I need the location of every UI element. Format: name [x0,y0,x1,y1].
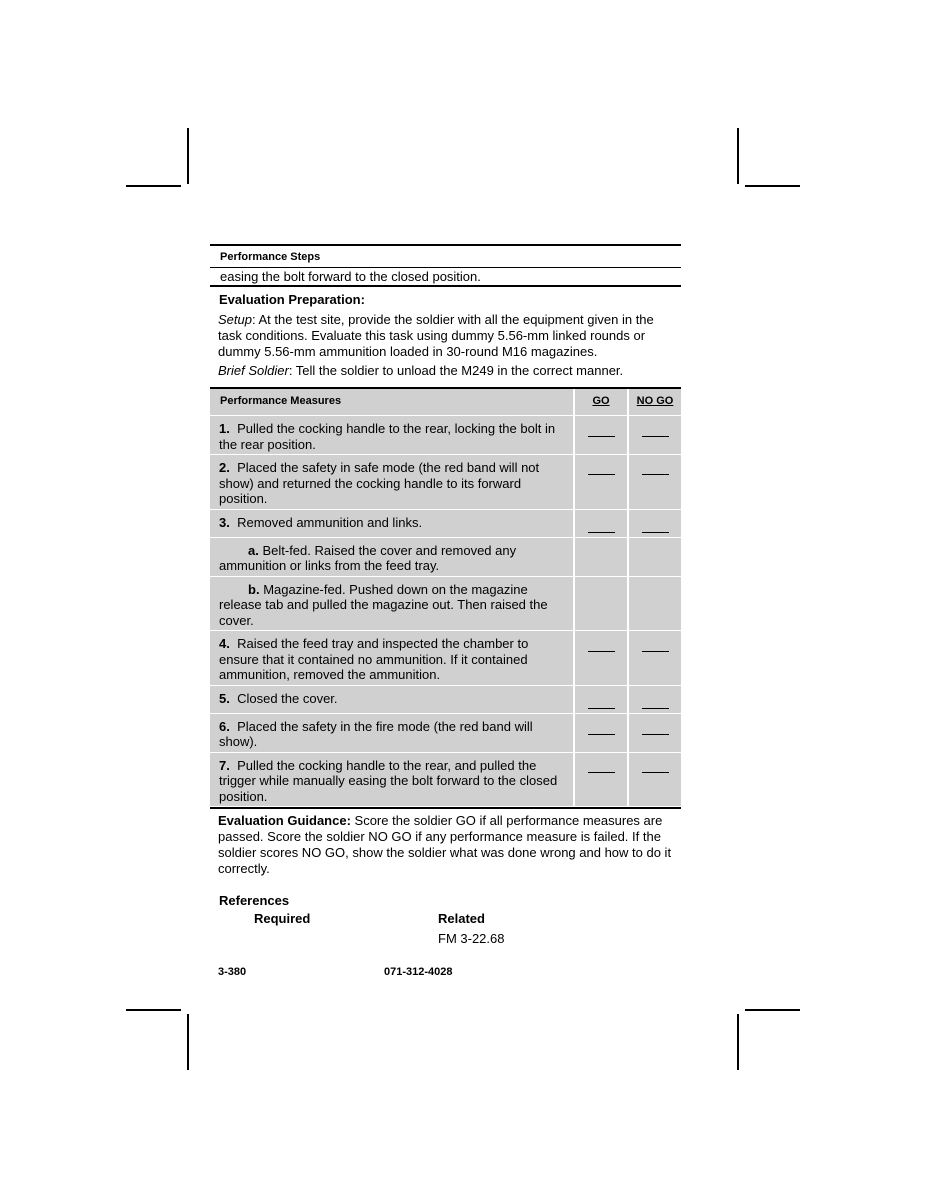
evaluation-guidance-text: Score the soldier GO if all performance measures are passed. Score the soldier NO GO if any performance measure is failed. If the soldier scores NO GO, show the soldier what was done wrong and how to do it correctly. [218,813,672,876]
table-row [210,631,681,686]
go-cell [574,713,628,752]
measure-number: 4. [219,636,230,651]
measure-number: 3. [219,514,230,530]
table-row [210,713,681,752]
measure-letter: a. [248,542,259,558]
nogo-cell [628,685,681,713]
nogo-cell [628,752,681,807]
nogo-blank [642,651,669,652]
go-cell [574,631,628,686]
go-cell [574,416,628,455]
go-cell [574,509,628,537]
related-label: Related [438,911,485,926]
crop-mark-top-left-horizontal [126,185,181,187]
table-row [210,685,681,713]
nogo-column-header: NO GO [628,388,681,416]
table-bottom-rule [210,807,681,809]
required-label: Required [254,911,311,926]
evaluation-preparation-title: Evaluation Preparation: [219,292,365,307]
measure-number: 1. [219,421,230,436]
nogo-blank [642,772,669,773]
related-reference: FM 3-22.68 [438,931,505,946]
nogo-cell [628,537,681,576]
nogo-cell [628,416,681,455]
crop-mark-bottom-right-horizontal [745,1009,800,1011]
crop-mark-top-left-vertical [187,128,189,184]
go-blank [588,532,615,533]
performance-measures-header: Performance Measures [210,388,574,416]
measure-text: Removed ammunition and links. [237,514,423,530]
nogo-cell [628,631,681,686]
measure-text: Closed the cover. [237,690,338,706]
measure-text: Magazine-fed. Pushed down on the magazine release tab and pulled the magazine out. Then raised the cover. [219,581,548,628]
go-blank [588,651,615,652]
nogo-blank [642,436,669,437]
nogo-blank [642,708,669,709]
page-number: 3-380 [218,966,247,978]
go-blank [588,708,615,709]
performance-steps-continued: easing the bolt forward to the closed position. [220,269,481,284]
table-row [210,537,681,576]
table-header-row [210,388,681,416]
go-cell [574,455,628,510]
go-cell [574,752,628,807]
measure-number: 6. [219,718,230,734]
crop-mark-top-right-vertical [737,128,739,184]
brief-soldier-text: : Tell the soldier to unload the M249 in the correct manner. [288,363,624,378]
measure-letter: b. [248,581,260,597]
go-blank [588,734,615,735]
nogo-blank [642,532,669,533]
go-column-header: GO [574,388,628,416]
go-blank [588,772,615,773]
measure-text: Placed the safety in the fire mode (the red band will show). [219,718,533,749]
measure-text: Raised the feed tray and inspected the chamber to ensure that it contained no ammunition. If it contained ammunition, removed the ammunition. [219,636,529,682]
measure-number: 2. [219,460,230,475]
table-row [210,455,681,510]
nogo-cell [628,509,681,537]
task-document [210,244,681,948]
nogo-blank [642,474,669,475]
brief-soldier-label: Brief Soldier [218,363,289,378]
table-row [210,576,681,631]
measure-number: 5. [219,690,230,706]
measure-number: 7. [219,757,230,773]
crop-mark-bottom-right-vertical [737,1014,739,1070]
references-title: References [219,893,290,908]
crop-mark-bottom-left-vertical [187,1014,189,1070]
measure-text: Belt-fed. Raised the cover and removed any ammunition or links from the feed tray. [219,542,517,573]
steps-end-rule [210,285,681,287]
go-cell [574,685,628,713]
crop-mark-top-right-horizontal [745,185,800,187]
table-row [210,416,681,455]
measure-text: Pulled the cocking handle to the rear, locking the bolt in the rear position. [219,421,556,452]
evaluation-guidance-label: Evaluation Guidance: [218,813,351,828]
setup-paragraph [218,312,677,360]
references-items [210,928,681,948]
table-row [210,752,681,807]
measure-text: Pulled the cocking handle to the rear, and pulled the trigger while manually easing the bolt forward to the closed position. [219,757,558,804]
nogo-cell [628,455,681,510]
setup-text: : At the test site, provide the soldier with all the equipment given in the task conditions. Evaluate this task using dummy 5.56-mm linked rounds or dummy 5.56-mm ammunition loaded in 30-round M16 magazines. [218,312,654,359]
references-labels [210,908,681,928]
go-blank [588,474,615,475]
measure-text: Placed the safety in safe mode (the red band will not show) and returned the cocking handle to its forward position. [219,460,540,506]
nogo-blank [642,734,669,735]
task-number: 071-312-4028 [384,966,453,978]
nogo-cell [628,713,681,752]
setup-label: Setup [218,312,252,327]
evaluation-guidance-paragraph [218,813,677,877]
go-cell [574,537,628,576]
nogo-cell [628,576,681,631]
crop-mark-bottom-left-horizontal [126,1009,181,1011]
go-cell [574,576,628,631]
brief-soldier-paragraph [218,363,677,379]
go-blank [588,436,615,437]
performance-steps-heading: Performance Steps [220,251,321,263]
performance-measures-table [210,387,681,807]
table-row [210,509,681,537]
